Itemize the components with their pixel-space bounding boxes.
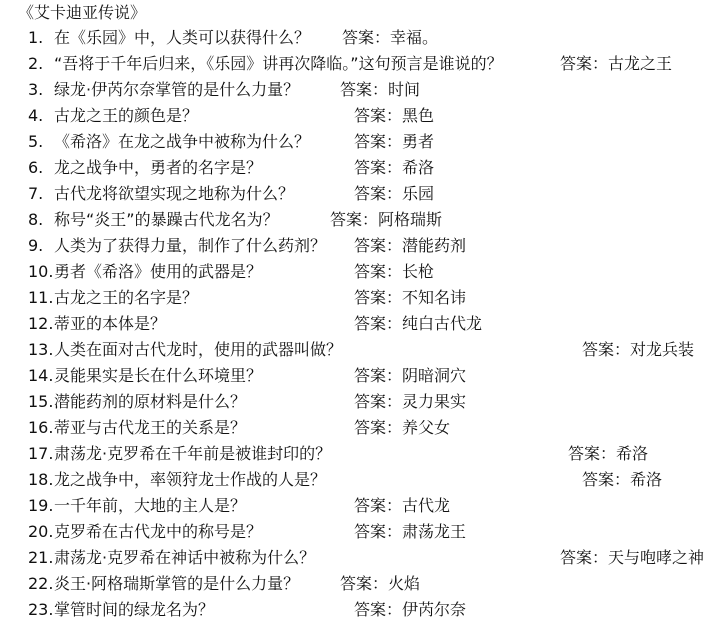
answer-text: 古代龙 <box>402 496 451 515</box>
question-number: 23. <box>28 600 54 619</box>
qa-item <box>0 598 720 622</box>
qa-item <box>0 208 720 232</box>
question-text: 龙之战争中，勇者的名字是？ <box>54 158 263 177</box>
qa-item <box>0 546 720 570</box>
qa-item <box>0 156 720 180</box>
question-text: 克罗希在古代龙中的称号是？ <box>54 522 263 541</box>
answer <box>560 52 672 76</box>
answer-text: 长枪 <box>402 262 435 281</box>
answer <box>354 104 434 128</box>
answer-text: 灵力果实 <box>402 392 467 411</box>
answer-label: 答案： <box>354 106 403 125</box>
question-text: 肃荡龙·克罗希在神话中被称为什么？ <box>54 548 316 567</box>
answer <box>582 338 694 362</box>
qa-item <box>0 494 720 518</box>
question-text: 勇者《希洛》使用的武器是？ <box>54 262 263 281</box>
question-text: 潜能药剂的原材料是什么？ <box>54 392 247 411</box>
question-text: 蒂亚与古代龙王的关系是？ <box>54 418 247 437</box>
question-text: 古龙之王的颜色是？ <box>54 106 199 125</box>
question-number: 15. <box>28 392 54 411</box>
answer-text: 希洛 <box>630 470 663 489</box>
answer-label: 答案： <box>340 80 389 99</box>
answer-text: 天与咆哮之神 <box>608 548 705 567</box>
question-number: 4. <box>28 106 44 125</box>
question-text: 掌管时间的绿龙名为？ <box>54 600 215 619</box>
qa-item <box>0 390 720 414</box>
question-text: 在《乐园》中，人类可以获得什么？ <box>54 28 311 47</box>
answer-text: 纯白古代龙 <box>402 314 483 333</box>
qa-item <box>0 104 720 128</box>
question-text: 肃荡龙·克罗希在千年前是被谁封印的？ <box>54 444 332 463</box>
question-text: 绿龙·伊芮尔奈掌管的是什么力量？ <box>54 80 300 99</box>
question-text: 龙之战争中，率领狩龙士作战的人是？ <box>54 470 327 489</box>
answer-text: 潜能药剂 <box>402 236 467 255</box>
qa-item <box>0 286 720 310</box>
question-number: 19. <box>28 496 54 515</box>
answer-label: 答案： <box>354 314 403 333</box>
answer-text: 阴暗洞穴 <box>402 366 467 385</box>
question-text: 古代龙将欲望实现之地称为什么？ <box>54 184 295 203</box>
qa-item <box>0 572 720 596</box>
question-number: 5. <box>28 132 44 151</box>
answer-text: 勇者 <box>402 132 435 151</box>
question-number: 6. <box>28 158 44 177</box>
question-number: 8. <box>28 210 44 229</box>
answer-text: 阿格瑞斯 <box>378 210 443 229</box>
answer-text: 养父女 <box>402 418 451 437</box>
question-number: 3. <box>28 80 44 99</box>
question-text: 炎王·阿格瑞斯掌管的是什么力量？ <box>54 574 300 593</box>
answer-label: 答案： <box>582 470 631 489</box>
answer-label: 答案： <box>354 366 403 385</box>
answer <box>568 442 648 466</box>
question-number: 20. <box>28 522 54 541</box>
question-text: 古龙之王的名字是？ <box>54 288 199 307</box>
answer-text: 不知名讳 <box>402 288 467 307</box>
answer-label: 答案： <box>568 444 617 463</box>
question-text: 人类在面对古代龙时，使用的武器叫做？ <box>54 340 343 359</box>
answer <box>354 390 466 414</box>
answer-text: 幸福。 <box>390 28 439 47</box>
answer-text: 肃荡龙王 <box>402 522 467 541</box>
answer-text: 黑色 <box>402 106 435 125</box>
qa-item <box>0 442 720 466</box>
answer <box>342 26 438 50</box>
question-number: 14. <box>28 366 54 385</box>
answer-text: 时间 <box>388 80 421 99</box>
answer-text: 希洛 <box>616 444 649 463</box>
question-text: “吾将于千年后归来，《乐园》讲再次降临。”这句预言是谁说的？ <box>54 54 503 73</box>
answer <box>354 260 434 284</box>
question-number: 2. <box>28 54 44 73</box>
qa-item <box>0 312 720 336</box>
qa-item <box>0 364 720 388</box>
answer <box>354 598 466 622</box>
answer-text: 希洛 <box>402 158 435 177</box>
answer-label: 答案： <box>340 574 389 593</box>
answer-text: 火焰 <box>388 574 421 593</box>
answer-label: 答案： <box>560 54 609 73</box>
document-title: 《艾卡迪亚传说》 <box>18 3 147 22</box>
answer-label: 答案： <box>354 158 403 177</box>
answer-label: 答案： <box>354 262 403 281</box>
answer-label: 答案： <box>354 288 403 307</box>
qa-item <box>0 468 720 492</box>
question-text: 人类为了获得力量，制作了什么药剂？ <box>54 236 327 255</box>
answer <box>354 234 466 258</box>
question-number: 12. <box>28 314 54 333</box>
answer <box>354 130 434 154</box>
question-number: 13. <box>28 340 54 359</box>
answer-label: 答案： <box>354 496 403 515</box>
answer <box>340 572 420 596</box>
answer-label: 答案： <box>354 522 403 541</box>
answer-label: 答案： <box>582 340 631 359</box>
qa-item <box>0 416 720 440</box>
answer-text: 伊芮尔奈 <box>402 600 467 619</box>
answer <box>582 468 662 492</box>
answer <box>340 78 420 102</box>
qa-item <box>0 260 720 284</box>
answer-label: 答案： <box>354 392 403 411</box>
qa-item <box>0 338 720 362</box>
qa-item <box>0 26 720 50</box>
question-text: 一千年前，大地的主人是？ <box>54 496 247 515</box>
answer <box>354 364 466 388</box>
question-text: 称号“炎王”的暴躁古代龙名为？ <box>54 210 279 229</box>
answer <box>354 182 434 206</box>
question-text: 《希洛》在龙之战争中被称为什么？ <box>54 132 311 151</box>
answer-label: 答案： <box>330 210 379 229</box>
answer <box>560 546 704 570</box>
question-number: 9. <box>28 236 44 255</box>
question-number: 11. <box>28 288 54 307</box>
question-number: 22. <box>28 574 54 593</box>
question-number: 21. <box>28 548 54 567</box>
qa-item <box>0 52 720 76</box>
answer-text: 乐园 <box>402 184 435 203</box>
answer <box>330 208 442 232</box>
question-number: 10. <box>28 262 54 281</box>
answer <box>354 416 450 440</box>
question-number: 16. <box>28 418 54 437</box>
answer-label: 答案： <box>560 548 609 567</box>
answer-label: 答案： <box>354 132 403 151</box>
answer <box>354 286 466 310</box>
question-number: 17. <box>28 444 54 463</box>
question-number: 18. <box>28 470 54 489</box>
qa-item <box>0 520 720 544</box>
qa-item <box>0 182 720 206</box>
answer-text: 古龙之王 <box>608 54 673 73</box>
answer-label: 答案： <box>342 28 391 47</box>
question-number: 1. <box>28 28 44 47</box>
qa-item <box>0 234 720 258</box>
question-number: 7. <box>28 184 44 203</box>
answer-label: 答案： <box>354 236 403 255</box>
answer <box>354 494 450 518</box>
answer-text: 对龙兵装 <box>630 340 695 359</box>
answer-label: 答案： <box>354 600 403 619</box>
qa-item <box>0 78 720 102</box>
question-text: 蒂亚的本体是？ <box>54 314 167 333</box>
question-text: 灵能果实是长在什么环境里？ <box>54 366 263 385</box>
answer <box>354 156 434 180</box>
answer-label: 答案： <box>354 418 403 437</box>
answer <box>354 312 482 336</box>
qa-item <box>0 130 720 154</box>
answer <box>354 520 466 544</box>
answer-label: 答案： <box>354 184 403 203</box>
